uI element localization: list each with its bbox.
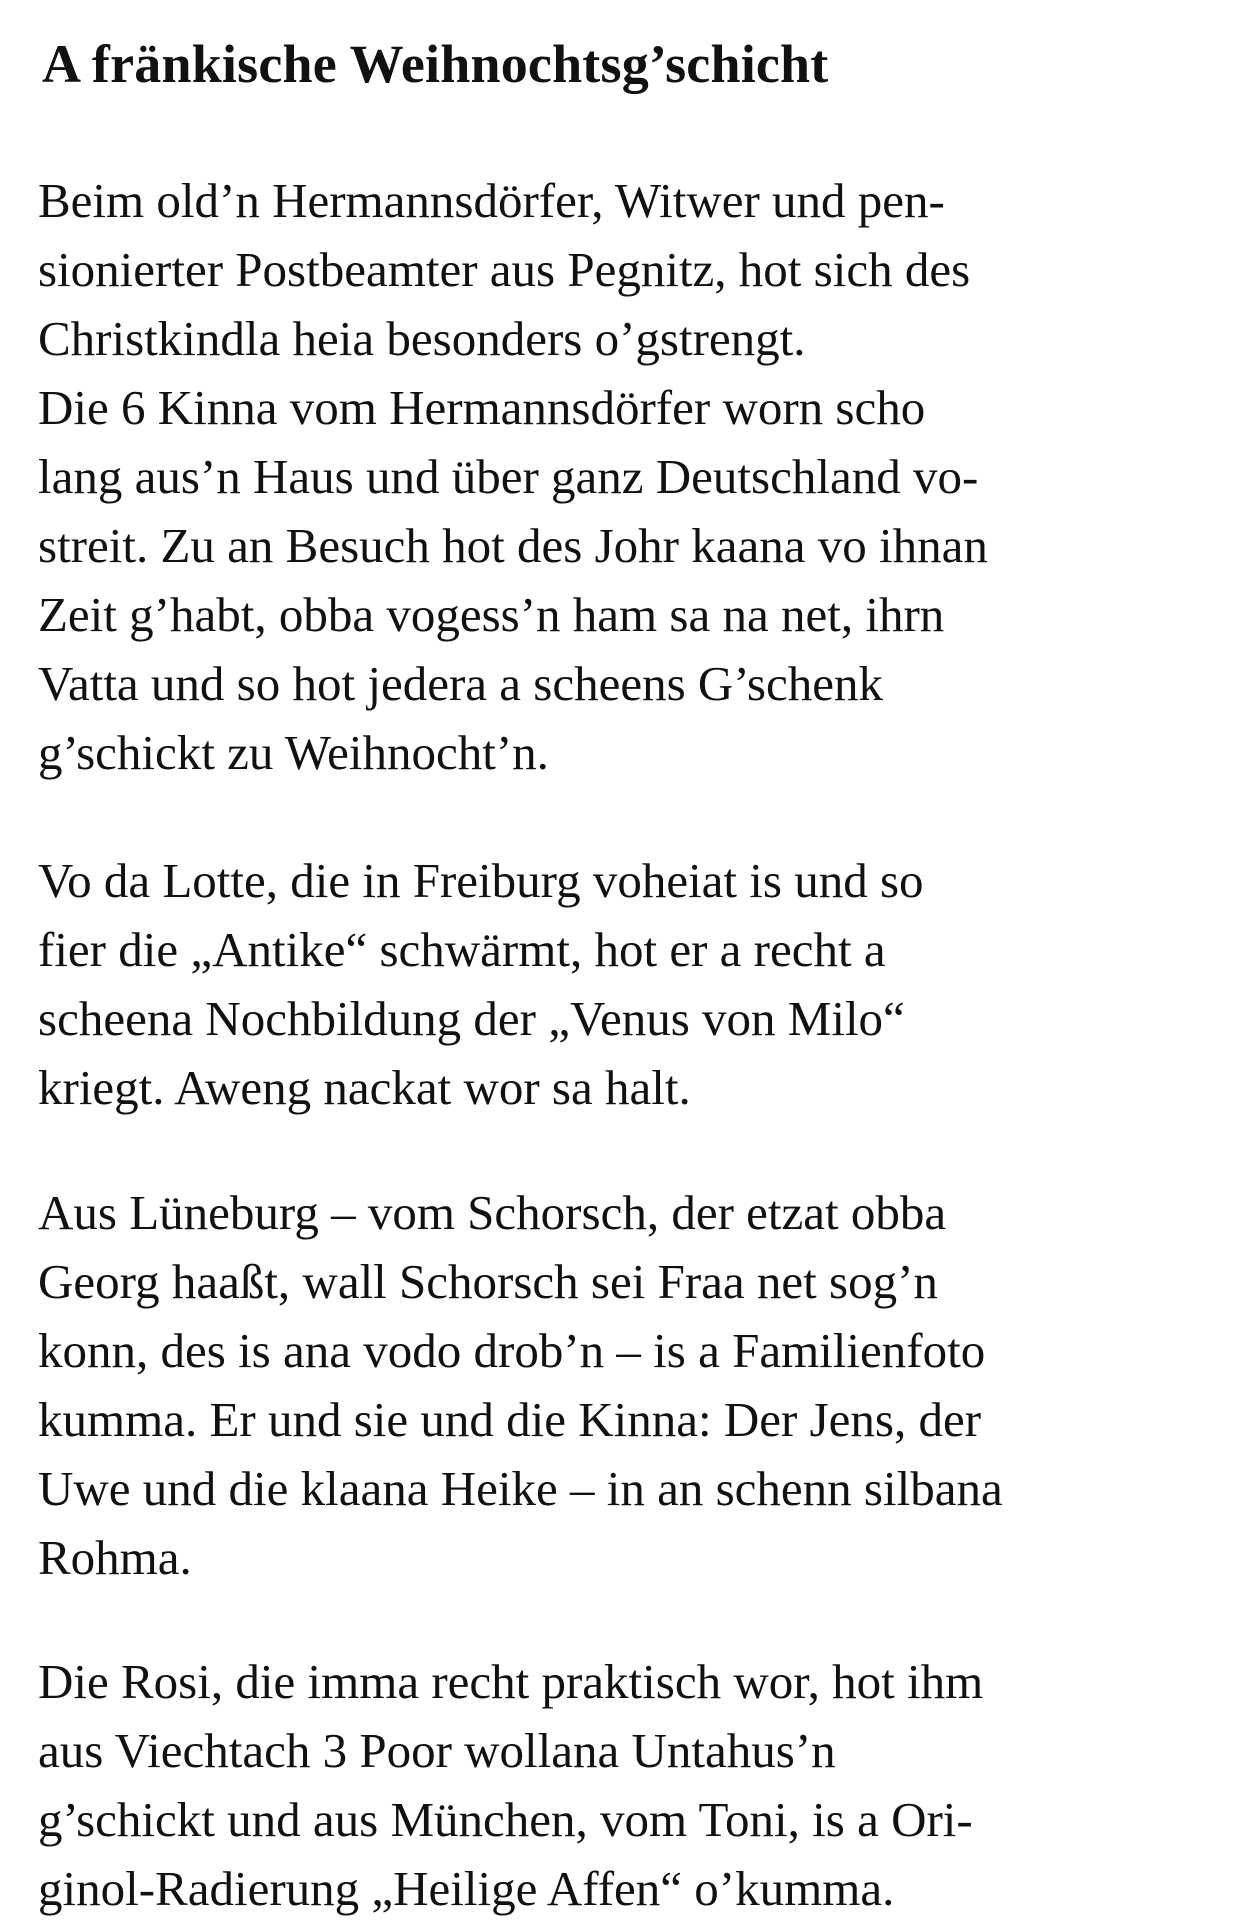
paragraph-1 — [38, 166, 988, 787]
text-line: Die Rosi, die imma recht praktisch wor, hot ihm — [38, 1654, 984, 1709]
text-line: Beim old’n Hermannsdörfer, Witwer und pen- — [38, 173, 945, 228]
paragraph-2 — [38, 846, 924, 1122]
text-line: Georg haaßt, wall Schorsch sei Fraa net sog’n — [38, 1254, 938, 1309]
text-line: sionierter Postbeamter aus Pegnitz, hot sich des — [38, 242, 971, 297]
text-line: g’schickt zu Weihnocht’n. — [38, 725, 549, 780]
text-line: aus Viechtach 3 Poor wollana Untahus’n — [38, 1723, 836, 1778]
text-line: scheena Nochbildung der „Venus von Milo“ — [38, 991, 905, 1046]
text-line: Vo da Lotte, die in Freiburg voheiat is und so — [38, 853, 924, 908]
text-line: Zeit g’habt, obba vogess’n ham sa na net, ihrn — [38, 587, 945, 642]
text-line: kriegt. Aweng nackat wor sa halt. — [38, 1060, 691, 1115]
text-line: g’schickt und aus München, vom Toni, is a Ori- — [38, 1792, 973, 1847]
text-line: ginol-Radierung „Heilige Affen“ o’kumma. — [38, 1861, 895, 1916]
text-line: konn, des is ana vodo drob’n – is a Familienfoto — [38, 1323, 986, 1378]
paragraph-3 — [38, 1178, 1003, 1592]
text-line: Die 6 Kinna vom Hermannsdörfer worn scho — [38, 380, 926, 435]
text-line: kumma. Er und sie und die Kinna: Der Jens, der — [38, 1392, 982, 1447]
text-line: Vatta und so hot jedera a scheens G’schenk — [38, 656, 883, 711]
document-title: A fränkische Weihnochtsg’schicht — [42, 34, 829, 94]
text-line: fier die „Antike“ schwärmt, hot er a recht a — [38, 922, 886, 977]
paragraph-4 — [38, 1647, 983, 1923]
text-line: Uwe und die klaana Heike – in an schenn silbana — [38, 1461, 1003, 1516]
text-line: Aus Lüneburg – vom Schorsch, der etzat obba — [38, 1185, 947, 1240]
text-line: lang aus’n Haus und über ganz Deutschland vo- — [38, 449, 979, 504]
text-line: Rohma. — [38, 1530, 192, 1585]
text-line: Christkindla heia besonders o’gstrengt. — [38, 311, 806, 366]
text-line: streit. Zu an Besuch hot des Johr kaana vo ihnan — [38, 518, 988, 573]
